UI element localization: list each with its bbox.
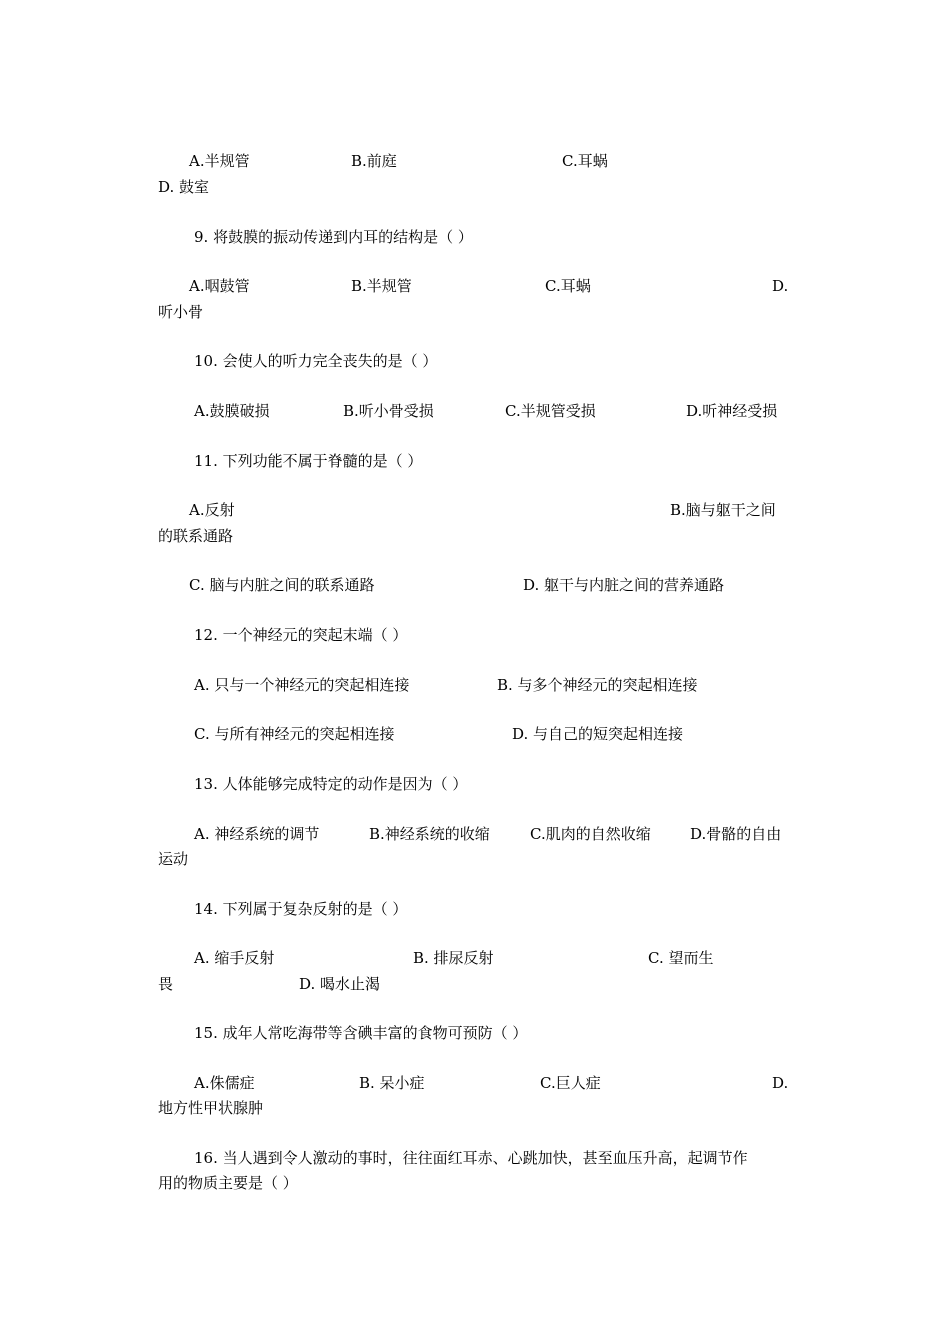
question-text: 10. 会使人的听力完全丧失的是（ ）: [194, 352, 438, 370]
option-text: A.半规管: [189, 152, 250, 170]
option-text: D. 躯干与内脏之间的营养通路: [523, 576, 725, 594]
option-text: C. 与所有神经元的突起相连接: [194, 725, 395, 743]
question-text: 12. 一个神经元的突起末端（ ）: [194, 626, 408, 644]
option-text: B.听小骨受损: [343, 402, 434, 420]
option-text: D. 喝水止渴: [299, 975, 381, 993]
option-text: D.听神经受损: [686, 402, 778, 420]
option-text: 听小骨: [158, 303, 204, 321]
option-text: C.耳蜗: [562, 152, 608, 170]
option-text: A.反射: [189, 501, 235, 519]
option-text: B. 呆小症: [359, 1074, 425, 1092]
option-text: B.脑与躯干之间: [670, 501, 776, 519]
option-text: A.侏儒症: [194, 1074, 255, 1092]
option-text: D.: [772, 1074, 789, 1092]
option-text: D.骨骼的自由: [690, 825, 782, 843]
question-text: 15. 成年人常吃海带等含碘丰富的食物可预防（ ）: [194, 1024, 528, 1042]
question-text: 13. 人体能够完成特定的动作是因为（ ）: [194, 775, 468, 793]
option-text: C.肌肉的自然收缩: [530, 825, 651, 843]
option-text: C.半规管受损: [505, 402, 596, 420]
option-text: B.神经系统的收缩: [369, 825, 490, 843]
option-text: A. 缩手反射: [194, 949, 275, 967]
option-text: C.耳蜗: [545, 277, 591, 295]
option-text: A. 神经系统的调节: [194, 825, 320, 843]
option-text: A. 只与一个神经元的突起相连接: [194, 676, 410, 694]
option-text: 运动: [158, 850, 189, 868]
option-text: B.半规管: [351, 277, 412, 295]
option-text: B. 与多个神经元的突起相连接: [497, 676, 698, 694]
option-text: D.: [772, 277, 789, 295]
option-text: A.咽鼓管: [189, 277, 250, 295]
option-text: D. 与自己的短突起相连接: [512, 725, 684, 743]
question-text: 14. 下列属于复杂反射的是（ ）: [194, 900, 408, 918]
option-text: C. 脑与内脏之间的联系通路: [189, 576, 375, 594]
option-text: B.前庭: [351, 152, 397, 170]
option-text: C.巨人症: [540, 1074, 601, 1092]
option-text: C. 望而生: [648, 949, 714, 967]
question-text: 16. 当人遇到令人激动的事时，往往面红耳赤、心跳加快，甚至血压升高，起调节作: [194, 1149, 748, 1167]
option-text: B. 排尿反射: [413, 949, 494, 967]
option-text: A.鼓膜破损: [194, 402, 270, 420]
option-text: 的联系通路: [158, 527, 234, 545]
option-text: D. 鼓室: [158, 178, 210, 196]
option-text: 畏: [158, 975, 174, 993]
question-text: 用的物质主要是（ ）: [158, 1174, 298, 1192]
question-text: 9. 将鼓膜的振动传递到内耳的结构是（ ）: [194, 228, 473, 246]
question-text: 11. 下列功能不属于脊髓的是（ ）: [194, 452, 423, 470]
option-text: 地方性甲状腺肿: [158, 1099, 264, 1117]
